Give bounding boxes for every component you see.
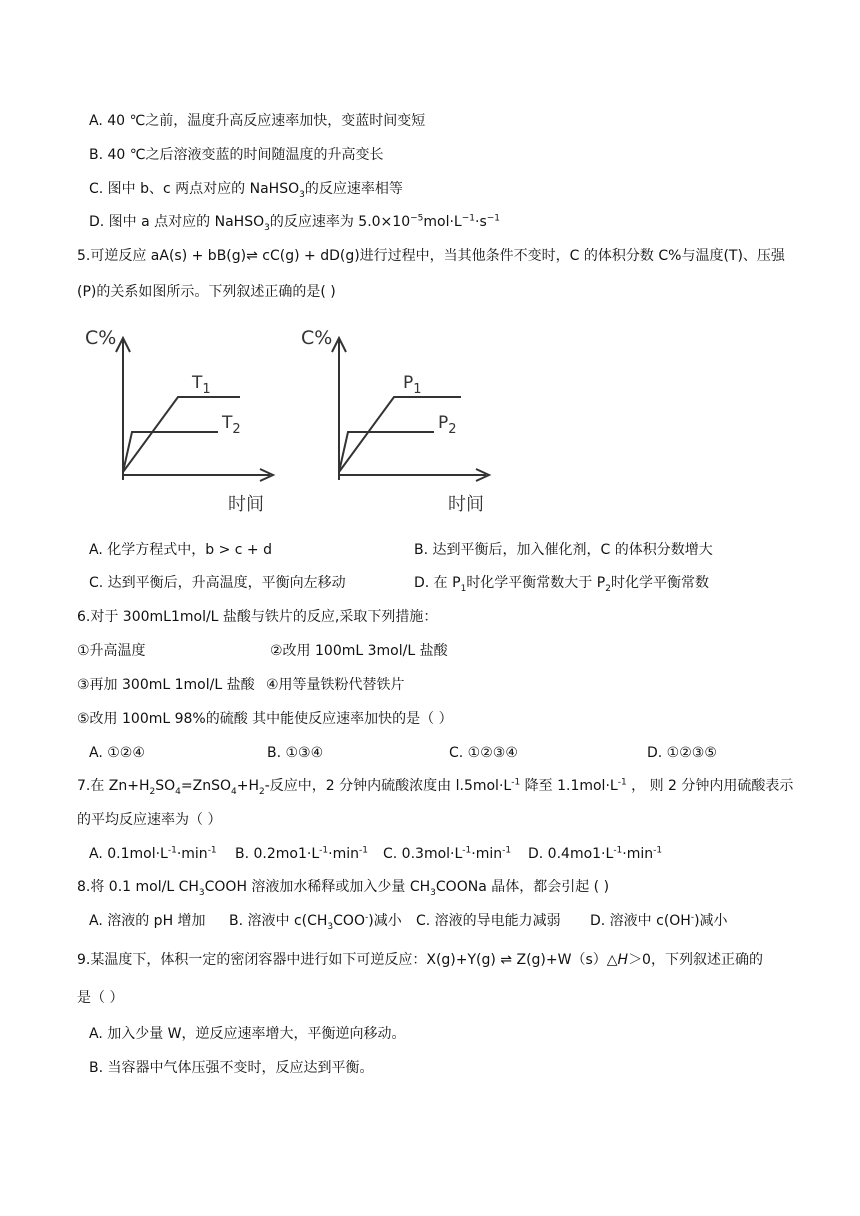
q7-stem-line2: 的平均反应速率为（ ） <box>77 812 222 828</box>
q6-stem: 6.对于 300mL1mol/L 盐酸与铁片的反应,采取下列措施： <box>77 609 438 625</box>
q9-stem-line2: 是（ ） <box>77 990 124 1006</box>
chart1-series-t2: $T_2$ <box>222 413 241 437</box>
q4-option-c: C. 图中 b、c 两点对应的 NaHSO$_3$的反应速率相等 <box>89 181 403 200</box>
q6-option-c: C. ①②③④ <box>449 745 518 761</box>
chart2-series-p1: $P_1$ <box>403 373 422 397</box>
chart2-series-p2: $P_2$ <box>438 413 457 437</box>
q5-stem-line2: (P)的关系如图所示。下列叙述正确的是( ) <box>77 284 336 300</box>
q5-option-d: D. 在 $P_1$时化学平衡常数大于 $P_2$时化学平衡常数 <box>414 575 709 594</box>
chart2-xlabel: 时间 <box>448 494 484 515</box>
q5-option-b: B. 达到平衡后，加入催化剂，C 的体积分数增大 <box>414 542 713 558</box>
q6-measure-4: ④用等量铁粉代替铁片 <box>266 677 405 693</box>
q4-option-a: A. 40 ℃之前，温度升高反应速率加快，变蓝时间变短 <box>89 113 426 129</box>
q8-option-d: D. 溶液中 c(OH-)减小 <box>590 912 728 929</box>
q8-stem: 8.将 0.1 mol/L $CH_3COOH$ 溶液加水稀释或加入少量 $CH_3COONa$ 晶体，都会引起 ( ) <box>77 879 610 898</box>
q5-option-a: A. 化学方程式中，b > c + d <box>89 542 272 558</box>
q6-option-d: D. ①②③⑤ <box>647 745 717 761</box>
q9-stem-line1: 9.某温度下，体积一定的密闭容器中进行如下可逆反应：X(g)+Y(g) ⇌ Z(g)+W（s）△H＞0，下列叙述正确的 <box>77 952 763 968</box>
chart1-series-t1: $T_1$ <box>192 373 211 397</box>
q6-measure-5: ⑤改用 100mL 98%的硫酸 其中能使反应速率加快的是（ ） <box>77 711 453 727</box>
q7-option-b: B. $0.2mo1\cdot L^{-1}\cdot\min^{-1}$ <box>235 845 368 862</box>
q6-option-a: A. ①②④ <box>89 745 145 761</box>
q9-option-b: B. 当容器中气体压强不变时，反应达到平衡。 <box>89 1060 374 1076</box>
q8-option-c: C. 溶液的导电能力减弱 <box>416 913 561 929</box>
q4-option-b: B. 40 ℃之后溶液变蓝的时间随温度的升高变长 <box>89 147 384 163</box>
q8-option-a: A. 溶液的 pH 增加 <box>89 913 206 929</box>
q5-chart-pressure <box>296 320 506 520</box>
q6-measure-1: ①升高温度 <box>77 643 146 659</box>
chart1-ylabel: C% <box>85 327 117 349</box>
q7-option-a: A. $0.1mol\cdot L^{-1}\cdot\min^{-1}$ <box>89 845 217 862</box>
q6-option-b: B. ①③④ <box>267 745 324 761</box>
chart1-xlabel: 时间 <box>228 494 264 515</box>
q9-option-a: A. 加入少量 W，逆反应速率增大，平衡逆向移动。 <box>89 1026 406 1042</box>
q6-measure-2: ②改用 100mL 3mol/L 盐酸 <box>270 643 448 659</box>
q5-stem-line1: 5.可逆反应 aA(s) + bB(g)⇌ cC(g) + dD(g)进行过程中，当其他条件不变时，C 的体积分数 C%与温度(T)、压强 <box>77 248 785 264</box>
q7-stem-line1: 7.在 $Zn+H_2SO_4=ZnSO_4+H_2-$反应中，2 分钟内硫酸浓度由 $l.5mol\cdot L^{-1}$ 降至 $1.1mol\cdot L^{-1}$ ， 则 2 分钟内用硫酸表示 <box>77 777 794 797</box>
q7-option-d: D. $0.4mo1\cdot L^{-1}\cdot\min^{-1}$ <box>528 845 663 862</box>
q7-option-c: C. $0.3mol\cdot L^{-1}\cdot\min^{-1}$ <box>383 845 512 862</box>
q5-chart-temperature <box>80 320 290 520</box>
q8-option-b: B. 溶液中 $c(CH_3COO^-)$减小 <box>229 912 402 932</box>
q4-option-d: D. 图中 a 点对应的 NaHSO$_3$的反应速率为 $5.0\times 10^{-5}mol\cdot L^{-1}\cdot s^{-1}$ <box>89 213 501 233</box>
q6-measure-3: ③再加 300mL 1mol/L 盐酸 <box>77 677 255 693</box>
q5-option-c: C. 达到平衡后，升高温度，平衡向左移动 <box>89 575 346 591</box>
chart2-ylabel: C% <box>301 327 333 349</box>
